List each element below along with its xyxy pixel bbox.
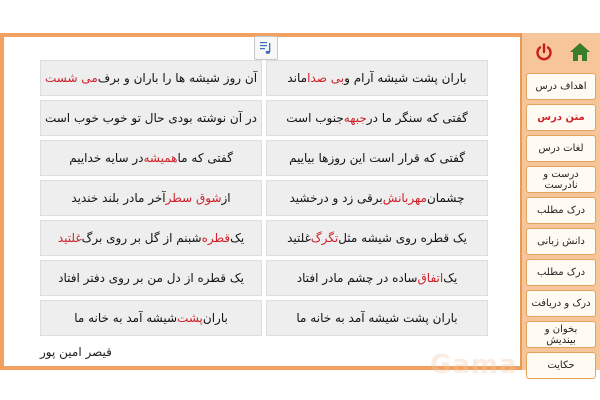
- poet-name: قیصر امین پور: [40, 345, 112, 359]
- home-icon[interactable]: [568, 40, 592, 64]
- highlighted-word: اتفاق: [417, 271, 444, 285]
- verse-text: غلتید: [287, 231, 311, 245]
- verse-right-cell: [266, 220, 488, 256]
- verse-text: شبنم از گل بر روی برگ: [81, 231, 202, 245]
- menu-item-button[interactable]: درک مطلب: [526, 259, 596, 286]
- verse-text: در آن نوشته بودی حال تو خوب خوب است: [44, 111, 258, 125]
- poem-row: [40, 260, 522, 296]
- verse-right-cell: [266, 140, 488, 176]
- poem-row: [40, 60, 522, 96]
- verse-right-cell: [266, 100, 488, 136]
- verse-left-cell: [40, 220, 262, 256]
- verse-text: در سایه خداییم: [69, 151, 144, 165]
- verse-text: یک: [443, 271, 458, 285]
- highlighted-word: شوق سطر: [165, 191, 222, 205]
- verse-text: گفتی که قرار است این روزها بیاییم: [289, 151, 465, 165]
- verse-text: یک قطره روی شیشه مثل: [338, 231, 467, 245]
- highlighted-word: غلتید: [57, 231, 82, 245]
- verse-right-cell: [266, 300, 488, 336]
- menu-item-button[interactable]: درست و نادرست: [526, 166, 596, 193]
- music-note-document-icon[interactable]: [254, 36, 278, 60]
- verse-left-cell: [40, 60, 262, 96]
- poem-grid: [40, 60, 522, 340]
- watermark-logo: Gama: [430, 350, 518, 380]
- verse-text: گفتی که ما: [177, 151, 233, 165]
- music-note-icon: [258, 40, 274, 56]
- verse-text: از: [221, 191, 231, 205]
- sidebar: [520, 33, 600, 370]
- menu-item-button[interactable]: درک مطلب: [526, 197, 596, 224]
- verse-right-cell: [266, 180, 488, 216]
- poem-row: [40, 220, 522, 256]
- highlighted-word: تگرگ: [310, 231, 339, 245]
- poem-row: [40, 180, 522, 216]
- verse-left-cell: [40, 260, 262, 296]
- verse-left-cell: [40, 100, 262, 136]
- highlighted-word: می شست: [44, 71, 98, 85]
- menu-item-button[interactable]: درک و دریافت: [526, 290, 596, 317]
- menu-item-button[interactable]: دانش زبانی: [526, 228, 596, 255]
- verse-text: آخر مادر بلند خندید: [71, 191, 166, 205]
- highlighted-word: پشت: [177, 311, 203, 325]
- verse-text: یک: [230, 231, 245, 245]
- verse-text: جنوب است: [286, 111, 344, 125]
- verse-right-cell: [266, 60, 488, 96]
- verse-left-cell: [40, 140, 262, 176]
- highlighted-word: قطره: [201, 231, 231, 245]
- verse-left-cell: [40, 300, 262, 336]
- verse-text: شیشه آمد به خانه ما: [74, 311, 178, 325]
- menu-item-button[interactable]: بخوان و بیندیش: [526, 321, 596, 348]
- sidebar-top-icons: [532, 39, 592, 65]
- highlighted-word: مهربانش: [382, 191, 427, 205]
- menu-item-button[interactable]: لغات درس: [526, 135, 596, 162]
- poem-row: [40, 140, 522, 176]
- verse-text: برقی زد و درخشید: [289, 191, 383, 205]
- poem-row: [40, 300, 522, 336]
- verse-text: آن روز شیشه ها را باران و برف: [97, 71, 258, 85]
- highlighted-word: جبهه: [343, 111, 367, 125]
- verse-left-cell: [40, 180, 262, 216]
- power-icon[interactable]: [532, 40, 556, 64]
- verse-text: ساده در چشم مادر افتاد: [296, 271, 418, 285]
- verse-text: باران پشت شیشه آرام و: [344, 71, 467, 85]
- highlighted-word: همیشه: [143, 151, 178, 165]
- verse-text: باران پشت شیشه آمد به خانه ما: [296, 311, 458, 325]
- verse-text: گفتی که سنگر ما در: [366, 111, 468, 125]
- menu-item-button[interactable]: اهداف درس: [526, 73, 596, 100]
- verse-text: یک قطره از دل من بر روی دفتر افتاد: [58, 271, 244, 285]
- verse-text: چشمان: [426, 191, 465, 205]
- poem-row: [40, 100, 522, 136]
- lesson-menu: [526, 73, 596, 383]
- verse-right-cell: [266, 260, 488, 296]
- highlighted-word: بی صدا: [307, 71, 345, 85]
- menu-item-button[interactable]: متن درس: [526, 104, 596, 131]
- verse-text: ماند: [287, 71, 308, 85]
- verse-text: باران: [202, 311, 228, 325]
- menu-item-button[interactable]: حکایت: [526, 352, 596, 379]
